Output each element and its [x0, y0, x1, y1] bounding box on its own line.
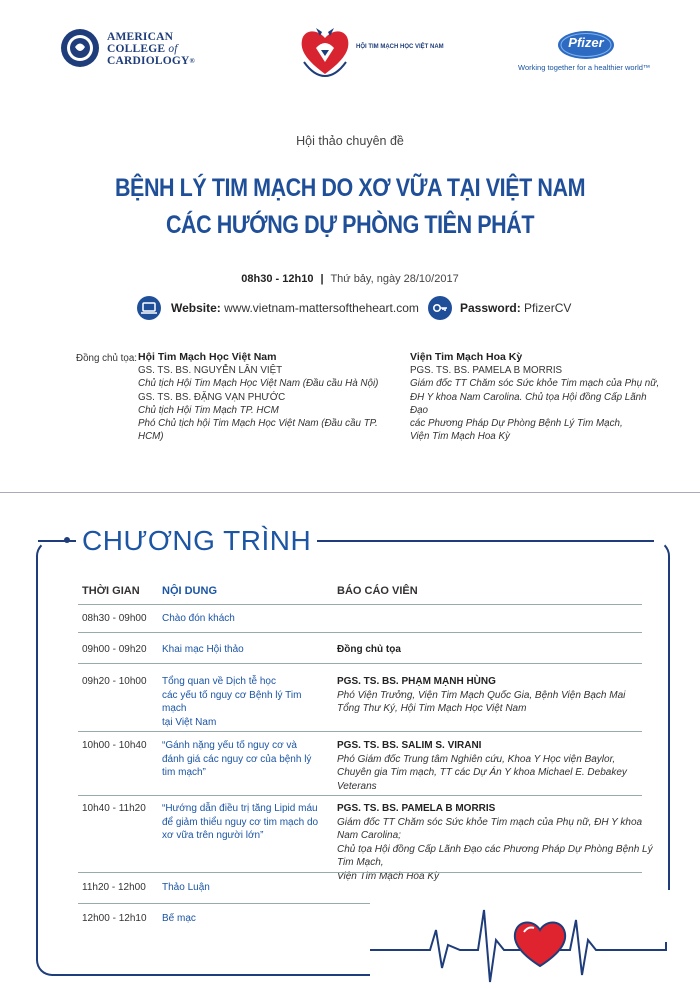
row-content — [162, 643, 322, 657]
key-icon — [428, 296, 452, 320]
row-speaker — [337, 802, 657, 883]
website-link[interactable]: www.vietnam-mattersoftheheart.com — [224, 301, 419, 315]
row-speaker — [337, 675, 657, 716]
website-row — [137, 296, 437, 322]
host-line: PGS. TS. BS. PAMELA B MORRIS — [410, 365, 563, 377]
row-divider — [78, 663, 642, 664]
speaker-name: PGS. TS. BS. PAMELA B MORRIS — [337, 803, 496, 814]
acc-line3: CARDIOLOGY — [107, 55, 190, 67]
acc-of: of — [168, 43, 178, 55]
cochairs-right — [410, 351, 660, 443]
row-time: 10h00 - 10h40 — [82, 740, 147, 751]
program-title: CHƯƠNG TRÌNH — [76, 525, 317, 557]
host-line: các Phương Pháp Dự Phòng Bệnh Lý Tim Mạch, — [410, 418, 623, 430]
host-line: Chủ tịch Hội Tim Mạch Học Việt Nam (Đầu cầu Hà Nội) — [138, 378, 379, 390]
host-line: Chủ tịch Hội Tim Mạch TP. HCM — [138, 404, 279, 416]
host-line: GS. TS. BS. NGUYỄN LÂN VIỆT — [138, 365, 283, 377]
frame-top-right — [282, 540, 654, 542]
cochairs-label: Đồng chủ tọa: — [76, 353, 138, 364]
row-content — [162, 739, 322, 780]
speaker-detail: Phó Viện Trưởng, Viện Tim Mạch Quốc Gia, Bệnh Viện Bạch Mai — [337, 689, 626, 701]
row-time: 10h40 - 11h20 — [82, 803, 146, 814]
speaker-name: PGS. TS. BS. SALIM S. VIRANI — [337, 740, 482, 751]
row-divider — [78, 632, 642, 633]
host-line: GS. TS. BS. ĐẶNG VẠN PHƯỚC — [138, 391, 286, 403]
host-line: Phó Chủ tịch hội Tim Mạch Học Việt Nam (Đầu cầu TP. HCM) — [138, 418, 378, 443]
content-line: Khai mạc Hội thảo — [162, 644, 244, 655]
frame-dot-left — [64, 537, 70, 543]
content-line: “Hướng dẫn điều trị tăng Lipid máu — [162, 803, 318, 814]
acc-seal-icon — [60, 28, 100, 68]
event-title-line1: BỆNH LÝ TIM MẠCH DO XƠ VỮA TẠI VIỆT NAM — [114, 174, 586, 202]
website-label: Website: — [171, 301, 221, 315]
acc-line1: AMERICAN — [107, 31, 174, 43]
row-speaker — [337, 643, 657, 657]
col-header-content: NỘI DUNG — [162, 585, 217, 597]
host-line: ĐH Y khoa Nam Carolina. Chủ tọa Hội đồng Cấp Lãnh Đạo — [410, 391, 647, 416]
pfizer-tagline: Working together for a healthier world™ — [518, 63, 651, 72]
content-line: các yếu tố nguy cơ Bệnh lý Tim mạch — [162, 689, 302, 714]
frame-top-left — [38, 540, 76, 542]
event-datetime — [0, 273, 700, 285]
content-line: Chào đón khách — [162, 613, 235, 624]
content-line: Bế mạc — [162, 913, 196, 924]
content-line: “Gánh nặng yếu tố nguy cơ và — [162, 740, 297, 751]
cochairs-left — [138, 351, 388, 443]
row-speaker — [337, 739, 657, 793]
col-header-speaker: BÁO CÁO VIÊN — [337, 585, 418, 597]
ecg-heart-decoration — [370, 890, 670, 990]
host-org-vn: Hội Tim Mạch Học Việt Nam — [138, 351, 277, 363]
content-line: xơ vữa trên người lớn” — [162, 830, 264, 841]
content-line: đánh giá các nguy cơ của bệnh lý — [162, 753, 312, 765]
row-divider — [78, 872, 642, 873]
vn-heart-association-logo — [296, 22, 446, 80]
password-label: Password: — [460, 301, 521, 315]
row-divider — [78, 604, 642, 605]
vn-association-name: HỘI TIM MẠCH HỌC VIỆT NAM — [356, 44, 444, 50]
content-line: Thảo Luận — [162, 882, 210, 893]
content-line: Tổng quan về Dịch tễ học — [162, 676, 276, 687]
pfizer-logo — [518, 30, 678, 78]
acc-wordmark — [107, 31, 195, 67]
password-row — [428, 296, 608, 322]
row-content — [162, 802, 322, 843]
row-content — [162, 612, 322, 626]
speaker-detail: Chủ tọa Hội đồng Cấp Lãnh Đạo các Phương Pháp Dự Phòng Bệnh Lý Tim Mạch, — [337, 843, 653, 868]
event-title-line2: CÁC HƯỚNG DỰ PHÒNG TIÊN PHÁT — [165, 211, 535, 239]
row-time: 12h00 - 12h10 — [82, 913, 147, 924]
speaker-detail: Tổng Thư Ký, Hội Tim Mạch Học Việt Nam — [337, 703, 527, 714]
col-header-time: THỜI GIAN — [82, 585, 140, 597]
datetime-separator: | — [320, 273, 324, 285]
host-line: Giám đốc TT Chăm sóc Sức khỏe Tim mạch của Phụ nữ, — [410, 378, 660, 390]
row-time: 08h30 - 09h00 — [82, 613, 147, 624]
laptop-icon — [137, 296, 161, 320]
section-divider — [0, 492, 700, 493]
pfizer-name: Pfizer — [568, 35, 604, 50]
speaker-detail: Chuyên gia Tim mạch, TT các Dự Án Y khoa Michael E. Debakey Veterans — [337, 767, 627, 792]
content-line: để giảm thiểu nguy cơ tim mạch do — [162, 816, 319, 828]
speaker-name: PGS. TS. BS. PHẠM MẠNH HÙNG — [337, 676, 496, 687]
speaker-detail: Phó Giám đốc Trung tâm Nghiên cứu, Khoa Y Học viện Baylor, — [337, 753, 616, 765]
speaker-name: Đồng chủ tọa — [337, 644, 401, 655]
row-time: 11h20 - 12h00 — [82, 882, 146, 893]
row-divider — [78, 795, 642, 796]
event-subtitle: Hội thảo chuyên đề — [296, 134, 404, 148]
row-content — [162, 675, 322, 729]
row-time: 09h00 - 09h20 — [82, 644, 147, 655]
acc-trademark: ® — [189, 57, 195, 65]
acc-logo — [60, 28, 210, 74]
event-time: 08h30 - 12h10 — [241, 273, 314, 285]
acc-line2: COLLEGE — [107, 43, 166, 55]
row-content — [162, 912, 322, 926]
row-time: 09h20 - 10h00 — [82, 676, 147, 687]
content-line: tim mạch” — [162, 767, 206, 778]
speaker-detail: Viện Tim Mạch Hoa Kỳ — [337, 870, 439, 882]
content-line: tại Việt Nam — [162, 716, 217, 728]
row-divider — [78, 731, 642, 732]
host-org-us: Viện Tim Mạch Hoa Kỳ — [410, 351, 523, 363]
event-date: Thứ bảy, ngày 28/10/2017 — [330, 273, 459, 285]
speaker-detail: Giám đốc TT Chăm sóc Sức khỏe Tim mạch của Phụ nữ, ĐH Y khoa Nam Carolina; — [337, 816, 643, 841]
row-content — [162, 881, 322, 895]
password-value: PfizerCV — [524, 301, 572, 315]
host-line: Viện Tim Mạch Hoa Kỳ — [410, 431, 510, 443]
heart-emblem-icon — [296, 22, 354, 80]
